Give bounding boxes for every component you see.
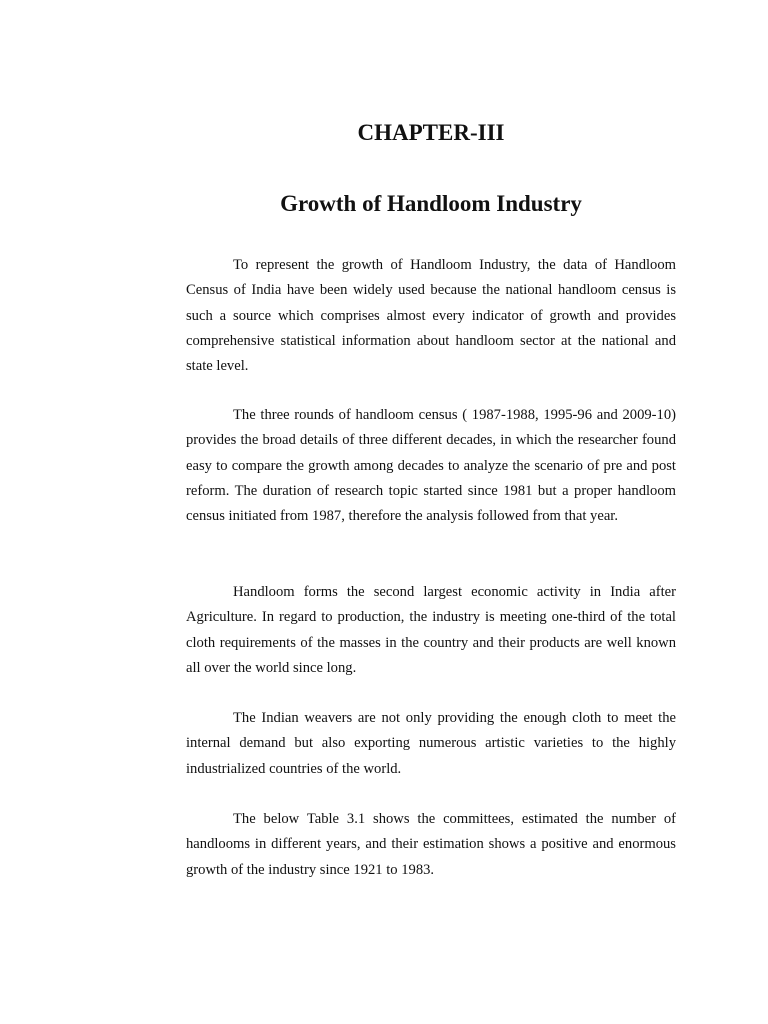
paragraph-4: The Indian weavers are not only providing the enough cloth to meet the internal demand but also exporting numerous artistic varieties to the highly industrialized countries of the world. <box>186 710 676 777</box>
paragraph-2: The three rounds of handloom census ( 1987-1988, 1995-96 and 2009-10) provides the broad details of three different decades, in which the researcher found easy to compare the growth among decades to analyze the scenario of pre and post reform. The duration of research topic started since 1981 but a proper handloom census initiated from 1987, therefore the analysis followed from that year. <box>186 407 676 525</box>
paragraph-5: The below Table 3.1 shows the committees, estimated the number of handlooms in different years, and their estimation shows a positive and enormous growth of the industry since 1921 to 1983. <box>186 811 676 878</box>
section-title: Growth of Handloom Industry <box>280 191 582 216</box>
paragraph-1: To represent the growth of Handloom Industry, the data of Handloom Census of India have been widely used because the national handloom census is such a source which comprises almost every indicator of growth and provides comprehensive statistical information about handloom sector at the national and state level. <box>186 257 676 375</box>
paragraph-3: Handloom forms the second largest economic activity in India after Agriculture. In regard to production, the industry is meeting one-third of the total cloth requirements of the masses in the country and their products are well known all over the world since long. <box>186 584 676 676</box>
chapter-heading: CHAPTER-III <box>357 120 505 145</box>
